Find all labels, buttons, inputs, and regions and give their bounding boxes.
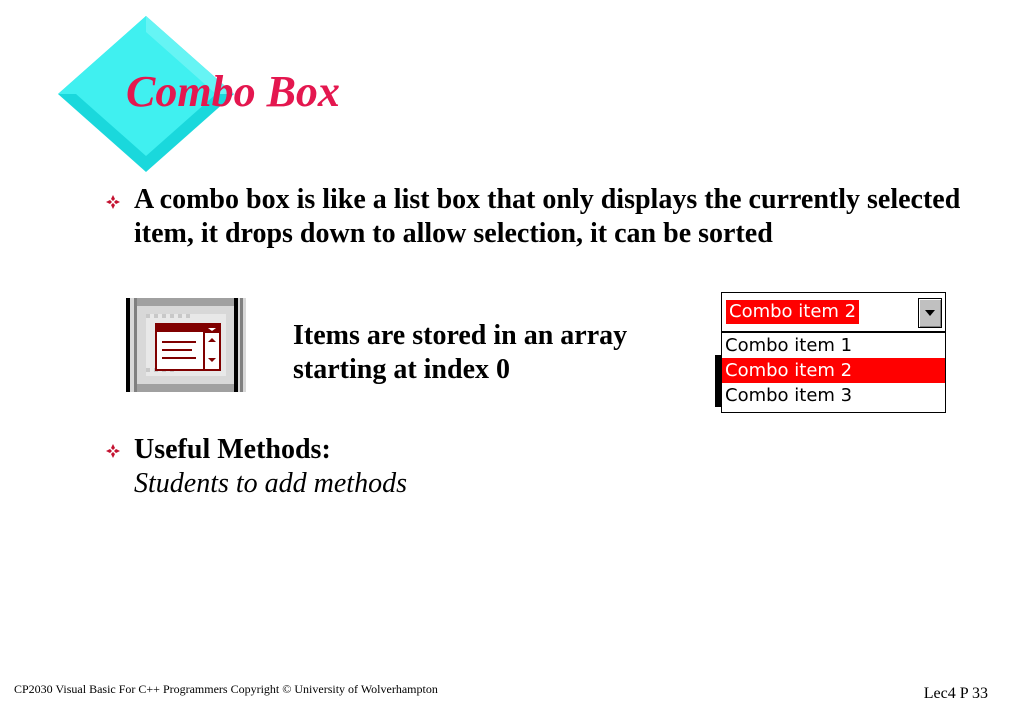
footer-copyright: CP2030 Visual Basic For C++ Programmers Copyright © University of Wolverhampton [14,682,438,696]
dropdown-arrow-icon [919,299,941,327]
slide-title: Combo Box [126,67,340,116]
combo-list-item-selected[interactable]: Combo item 2 [722,358,945,383]
bullet-useful-methods [134,433,994,501]
array-index-note-text: Items are stored in an array starting at index 0 [293,320,628,385]
bullet-combo-description: A combo box is like a list box that only displays the currently selected item, it drops down to allow selection, it can be sorted [134,184,961,249]
combo-list-item[interactable]: Combo item 1 [725,335,853,356]
combo-dropdown-button[interactable] [918,298,942,328]
diamond-bullet-icon [105,194,121,210]
combo-dropdown-list[interactable] [721,332,946,413]
combo-box-tool-icon [126,298,246,392]
useful-methods-heading: Useful Methods: [134,434,331,465]
combo-selected-text: Combo item 2 [726,300,859,324]
combo-list-item[interactable]: Combo item 3 [725,385,853,406]
combo-box-example[interactable] [721,292,946,413]
useful-methods-subtext: Students to add methods [134,468,407,499]
combo-edit-field[interactable] [721,292,946,332]
array-index-note [293,319,693,387]
diamond-bullet-icon [105,443,121,459]
footer-page-number: Lec4 P 33 [923,685,988,702]
